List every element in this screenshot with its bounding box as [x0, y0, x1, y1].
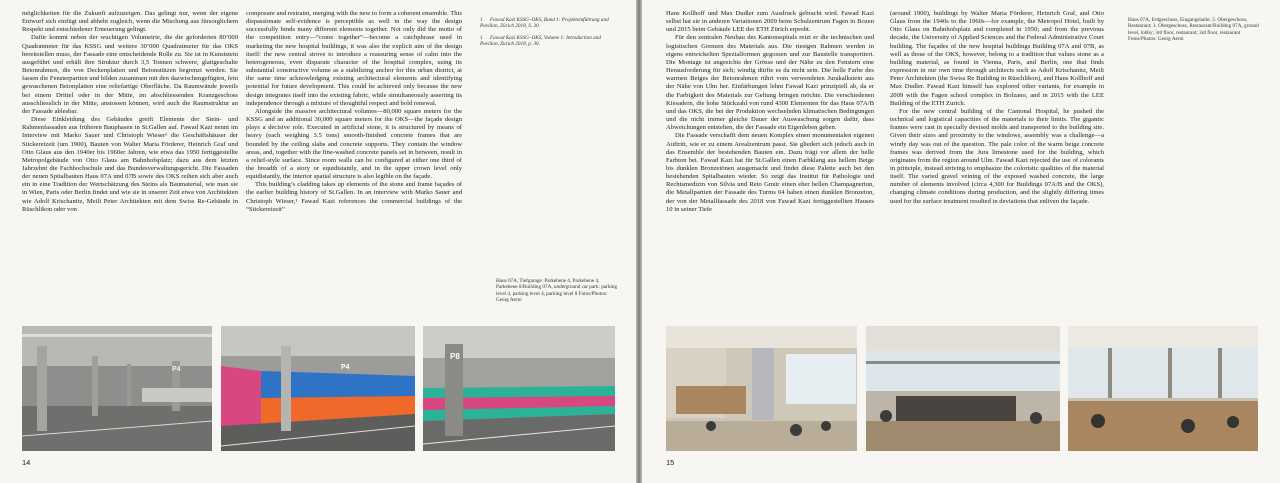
paragraph: Dafür kommt neben der wuchtigen Volumetrie, die die geforderten 80’000 Quadratmeter für das KSSG und weitere 30’000 Quadratmeter für das OKS bereitstellen muss, der Fassade eine entscheidende Rolle zu. Sie ist in Kunststein ausgeführt und erhält ihre Struktur durch 3,5 Tonnen schwere, glattgeschalte Betonrahmen, die von Deckenplatten und Betonstützen begrenzt werden. Sie fassen die Fensterpartien und bilden zusammen mit den dazwischengefügten, fein gewaschenen Betonplatten eine reliefartige Oberfläche. Da Raumwände jeweils bei einem Drittel oder in der Mitte, im abschliessenden Kranzgeschoss ausschliesslich in der Mitte, anstossen können, wird auch die Raumstruktur an der Fassade ablesbar.: [22, 34, 238, 115]
photo-caption: Haus 07A, Erdgeschoss, Eingangshalle; 3. Obergeschoss, Restaurant; 3. Obergeschoss, Restaurant/Building 07A, ground level, lobby; 3rd floor, restaurant; 3rd floor, restaurant Fotos/Photos: Georg Aerni: [1128, 17, 1259, 43]
photo-garage-level-4: [22, 326, 212, 451]
sign-label: P4: [341, 364, 350, 371]
page-number: 14: [22, 458, 31, 467]
german-text-column: [666, 10, 874, 320]
german-text-column: [22, 10, 238, 320]
sign-label: P8: [450, 352, 460, 361]
paragraph: (around 1900), buildings by Walter Maria Förderer, Heinrich Graf, and Otto Glaus from the 1940s to the 1960s—for example, the Metropol Hotel, built by Otto Glaus on Bahnhofsplatz and completed in 1950; and from the previous decade, the University of Applied Sciences and the Federal Administrative Court building. The façades of the new hospital buildings Building 07A and 07B, as well as those of the OKS, however, belong to a tradition that values stone as a building material, as found in Vienna, Paris, and Berlin, one that finds expression in our own time through architects such as Adolf Krischanitz, Meili Peter Architekten (the Swiss Re Building in Rüschlikon), and Hans Kollhoff and Max Dudler. Fawad Kazi himself has explored other variants, for example in 2009 with the Fagen school complex in Bolzano, and in 2015 with the LEE Building of the ETH Zurich.: [890, 10, 1104, 107]
paragraph: Für den zentralen Neubau des Kantonsspitals reizt er die technischen und logistischen Grenzen des Materials aus. Die riesigen Rahmen werden in eigens entwickelten Spezialformen gegossen und zur Baustelle transportiert. Die Montage ist angesichts der Grösse und der Nähe zu den Fenstern eine Herausforderung für sich; windig dürfte es da nicht sein. Die helle Farbe des warmen Beiges der Betonrahmen rührt vom verwendeten Jurakalkstein aus der Nähe von Ulm her. Einfärbungen lehnt Fawad Kazi prinzipiell ab, da er die Farbigkeit des Materials zur Geltung bringen möchte. Die verschiedenen Kiesadern, die hohe Stückzahl von rund 4300 Elementen für das Haus 07A/B und das OKS, die bei der Produktion wechselnden klimatischen Bedingungen und die nicht immer gleiche Dauer der Auswaschung sorgen dafür, dass Abweichungen entstehen, die der Fassade ein Eigenleben geben.: [666, 34, 874, 132]
english-text-column: [890, 10, 1104, 320]
paragraph: Alongside the massive architectural volumes—80,000 square meters for the KSSG and an additional 30,000 square meters for the OKS—the façade design plays a decisive role. Executed in artificial stone, it is structured by means of heavy (each weighing 3.5 tons) smooth-finished concrete frames that are bounded by the ceiling slabs and concrete supports. They contain the window areas, and, together with the fine-washed concrete panels set in between, result in a relief-style surface. Since room walls can be configured at either one third of the breadth of a story or equidistantly, and in the upper crown level only equidistantly, the interior spatial structure is also legible on the façade.: [246, 107, 462, 181]
page-number: 15: [666, 458, 675, 467]
paragraph: For the new central building of the Cantonal Hospital, he pushed the technical and logistical capacities of the materials to their limits. The gigantic frames were cast in specially devised molds and transported to the building site. Given their sizes and proximity to the windows, assembly was a challenge—a windy day was out of the question. The pale color of the warm beige concrete frames was derived from the Jura limestone used for the building, which originates from the region around Ulm. Fawad Kazi rejected the use of colorants in principle, instead striving to emphasize the coloristic qualities of the material itself. The varied gravel veining of the exposed washed concrete, the large number of elements involved (circa 4,300 for Buildings 07A/B and the OKS), changing climate conditions during production, and the slightly differing times used for the surface treatment resulted in deviations that enliven the façade.: [890, 107, 1104, 205]
footnote: 1 Fawad Kazi KSSG–OKS, Volume 1: Introduction and Pavilion, Zurich 2018, p. 30.: [480, 34, 601, 48]
photo-restaurant-1: [866, 326, 1060, 451]
photo-garage-level-4-color: [221, 326, 415, 451]
photo-restaurant-2: [1068, 326, 1258, 451]
english-text-column: [246, 10, 462, 320]
footnote: 1 Fawad Kazi KSSG–OKS, Band 1: Projekteinführung und Pavillon, Zürich 2018, S. 30.: [480, 17, 609, 30]
photo-garage-level-8: [423, 326, 615, 451]
paragraph: This building’s cladding takes up elements of the stone and frame façades of the earlier building history of St.Gallen. In an interview with Marko Sauer and Christoph Wieser,¹ Fawad Kazi references the commercial buildings of the “Stickereizeit”: [246, 181, 462, 213]
paragraph: Diese Einkleidung des Gebäudes greift Elemente der Stein- und Rahmenfassaden aus früheren Bauphasen in St.Gallen auf. Fawad Kazi nennt im Interview mit Marko Sauer und Christoph Wieser¹ die Geschäftshäuser der Stickereizeit (um 1900), Bauten von Walter Maria Förderer, Heinrich Graf und Otto Glaus aus den 1940er bis 1960er Jahren, wie etwa das 1950 fertiggestellte Metropolgebäude von Otto Glaus am Bahnhofsplatz; dazu aus dem letzten Jahrzehnt die Fachhochschule und das Bundesverwaltungsgericht. Die Fassaden der neuen Spitalbauten Haus 07A und 07B sowie des OKS reihen sich aber auch ein in eine Tradition der Wertschätzung des Steins als Baumaterial, wie man sie in Wien, Paris oder Berlin findet und wie sie in unserer Zeit etwa von Architekten wie Adolf Krischanitz, Meili Peter Architekten mit dem Swiss Re-Gebäude in Rüschlikon oder von: [22, 116, 238, 213]
left-page: [0, 0, 636, 483]
photo-lobby: [666, 326, 857, 451]
footnotes: [480, 17, 620, 53]
sign-label: P4: [172, 366, 181, 373]
paragraph: möglichkeiten für die Zukunft aufzuzeigen. Das gelingt nur, wenn der eigene Entwurf sich einfügt und abhebt zugleich, wenn die Mischung aus fürsorglichem Respekt und entschiedener Erneuerung gelingt.: [22, 10, 238, 34]
right-page: [642, 0, 1280, 483]
paragraph: composure and restraint, merging with the new to form a coherent ensemble. This dispassionate self-evidence is perceptible as well in the way the design successfully binds many different elements together. Not only did the motto of the competition entry—“come together”—become a catchphrase used in marketing the new hospital buildings, it was also the explicit aim of the design itself: the new central strove to introduce a reassuring sense of calm into the heterogeneous, even disparate character of the hospital complex, using its substantial constructive volume as a stabilizing anchor for this urban district, at the same time acknowledging existing architectural elements and identifying potential for future development. This could be achieved only because the new design integrates itself into the existing fabric, while simultaneously asserting its independence through a mixture of thoughtful respect and bold renewal.: [246, 10, 462, 107]
photo-caption: Haus 07A, Tiefgarage: Parkebene 4, Parkebene 4, Parkebene 8/Building 07A, underground car park: parking level 4, parking level 4, parking level 8 Fotos/Photos: Georg Aerni: [496, 278, 618, 304]
paragraph: Die Fassade verschafft dem neuen Komplex einen monumentalen eigenen Auftritt, wie er zu einem Arealzentrum passt. Sie gliedert sich jedoch auch in das Ensemble der bestehenden Bauten ein. Dazu trägt vor allem der helle Farbton bei. Fawad Kazi hat für St.Gallen einen Farbklang aus hellem Beige bis dunklen Bronzetönen ausgemacht und findet diese Palette auch bei den bestehenden Spitalbauten wieder. So zeigt das Institut für Pathologie und Rechtsmedizin von Silvia und Reto Gmür einen eher hellen Champagnerton, die Metallpartien der Fassade des Turms 04 haben einen dunklen Bronzeton, der von der Metallfassade des 2018 von Fawad Kazi fertiggestellten Hauses 10 in seiner Tiefe: [666, 132, 874, 213]
paragraph: Hans Kollhoff und Max Dudler zum Ausdruck gebracht wird. Fawad Kazi selbst hat sie in anderen Variationen 2009 beim Schulzentrum Fagen in Bozen und 2015 beim Gebäude LEE der ETH Zürich erprobt.: [666, 10, 874, 34]
